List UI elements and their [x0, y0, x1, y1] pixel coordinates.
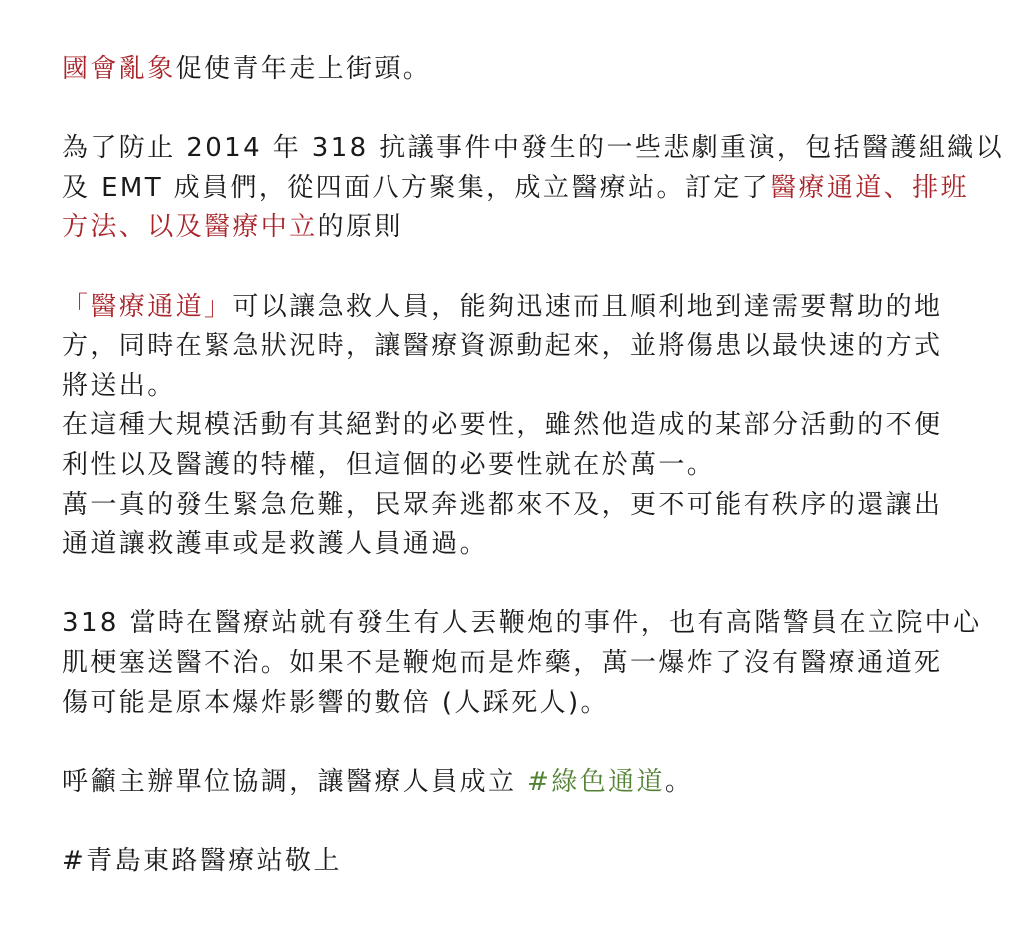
incident-line-2: 肌梗塞送醫不治。如果不是鞭炮而是炸藥，萬一爆炸了沒有醫療通道死	[62, 647, 943, 678]
intro-line-1	[62, 129, 1024, 169]
headline-emphasis: 國會亂象	[62, 54, 176, 84]
intro-line-3	[62, 208, 1024, 248]
medical-channel-line-5: 利性以及醫護的特權，但這個的必要性就在於萬一。	[62, 449, 716, 480]
headline-line	[62, 50, 1024, 90]
appeal-text: 呼籲主辦單位協調，讓醫療人員成立	[62, 766, 528, 797]
headline-text: 促使青年走上街頭。	[175, 54, 432, 84]
medical-channel-line-1	[62, 288, 1024, 328]
medical-channel-line-7: 通道讓救護車或是救護人員通過。	[62, 529, 489, 560]
incident-paragraph	[62, 604, 1024, 723]
intro-line-1-text: 為了防止 2014 年 318 抗議事件中發生的一些悲劇重演，包括醫護組織以	[62, 133, 1005, 164]
intro-line-2-emphasis: 醫療通道、排班	[770, 172, 969, 203]
headline-paragraph	[62, 50, 1024, 90]
medical-channel-line-6: 萬一真的發生緊急危難，民眾奔逃都來不及，更不可能有秩序的還讓出	[62, 489, 943, 520]
medical-channel-line-2: 方，同時在緊急狀況時，讓醫療資源動起來，並將傷患以最快速的方式	[62, 331, 943, 362]
intro-line-3-emphasis: 方法、以及醫療中立	[62, 212, 318, 243]
medical-channel-line-1-text: 可以讓急救人員，能夠迅速而且順利地到達需要幫助的地	[232, 291, 943, 322]
medical-channel-line-3: 將送出。	[62, 370, 176, 401]
signature-paragraph	[62, 842, 1024, 882]
green-channel-hashtag: #綠色通道	[527, 766, 665, 797]
intro-line-2	[62, 169, 1024, 209]
signature-line: #青島東路醫療站敬上	[62, 845, 342, 876]
intro-line-2-text: 及 EMT 成員們，從四面八方聚集，成立醫療站。訂定了	[62, 172, 771, 203]
appeal-line	[62, 763, 1024, 803]
intro-line-3-text: 的原則	[317, 212, 403, 243]
appeal-paragraph	[62, 763, 1024, 803]
incident-line-3: 傷可能是原本爆炸影響的數倍 (人踩死人)。	[62, 687, 609, 718]
appeal-end: 。	[664, 766, 694, 797]
incident-line-1: 318 當時在醫療站就有發生有人丟鞭炮的事件，也有高階警員在立院中心	[62, 608, 982, 639]
medical-channel-line-4: 在這種大規模活動有其絕對的必要性，雖然他造成的某部分活動的不便	[62, 410, 943, 441]
intro-paragraph	[62, 129, 1024, 248]
medical-channel-emphasis: 「醫療通道」	[62, 291, 233, 322]
medical-channel-paragraph	[62, 288, 1024, 565]
